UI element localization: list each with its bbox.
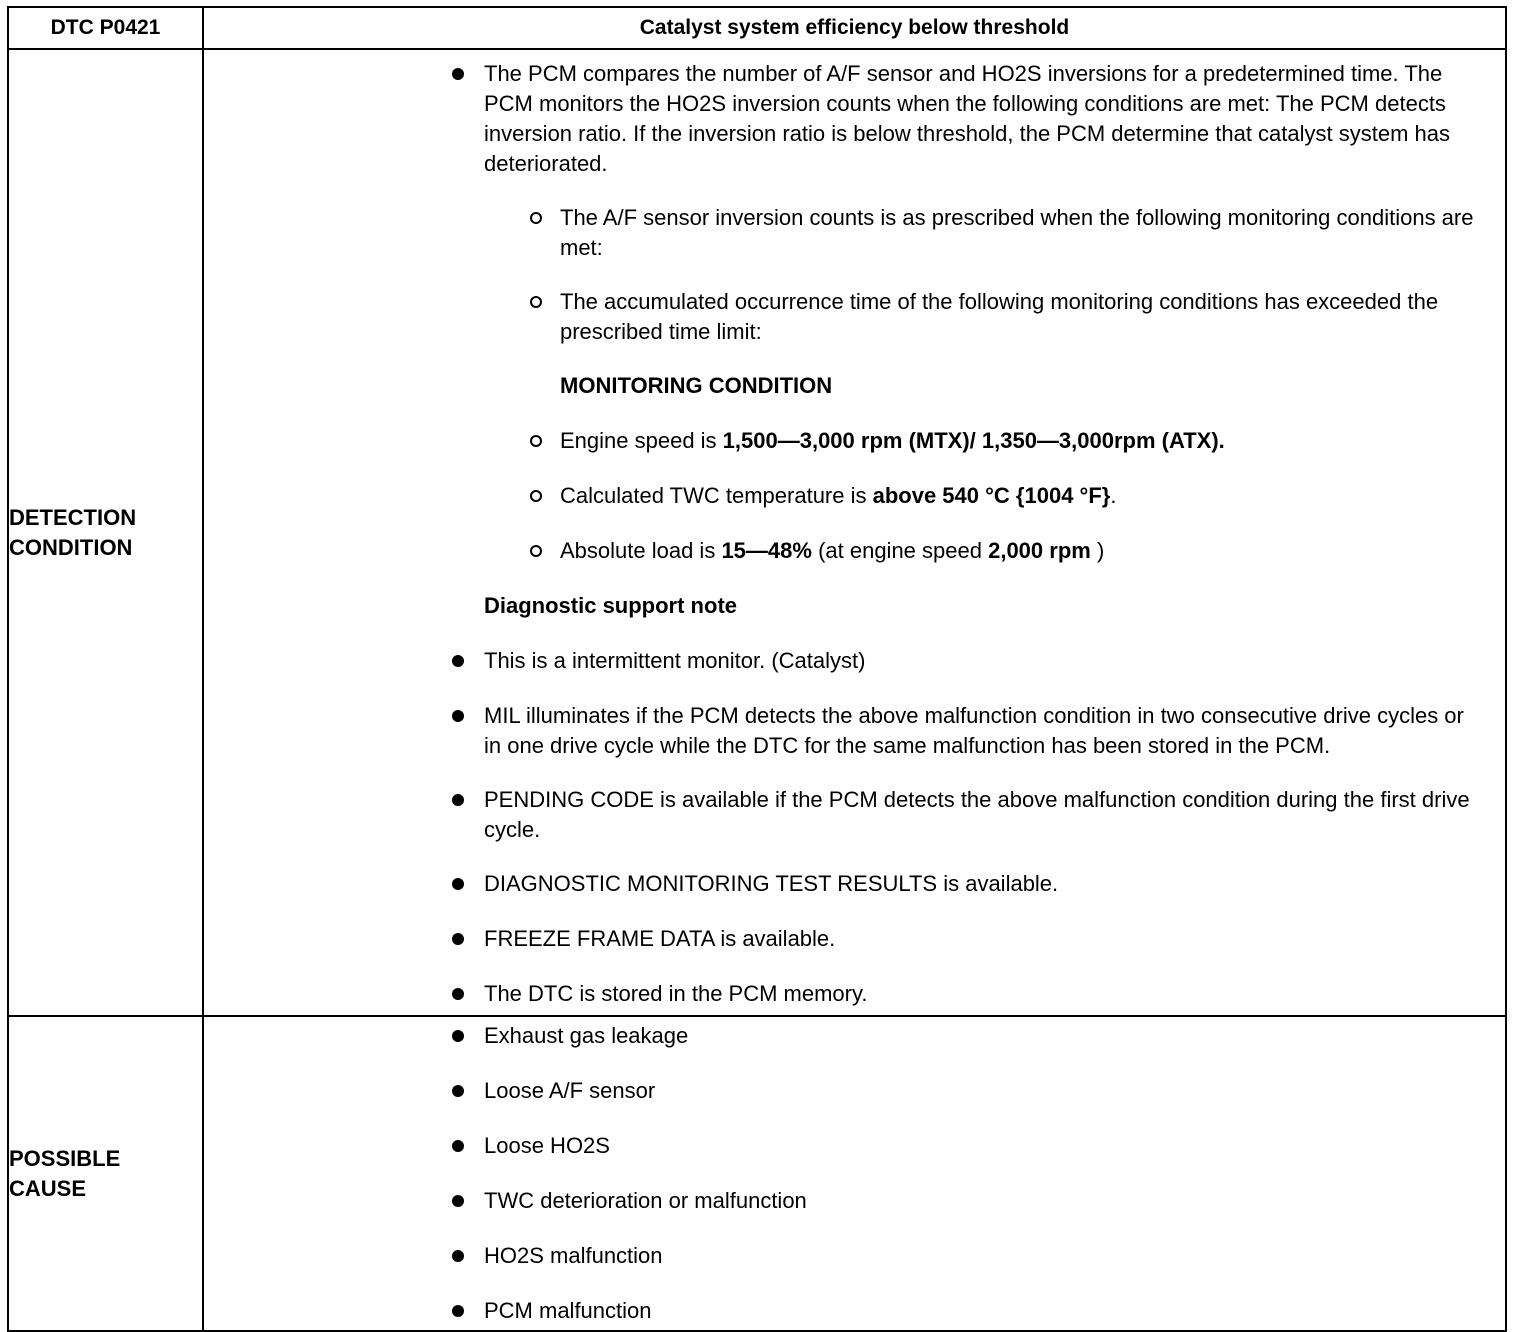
ring-bullet-icon: [530, 435, 542, 447]
cond1-value: 1,500—3,000 rpm (MTX)/ 1,350—3,000rpm (ATX).: [722, 428, 1225, 453]
cond2-value: above 540 °C {1004 °F}: [872, 483, 1111, 508]
ring-bullet-icon: [530, 212, 542, 224]
cause-item: [204, 1021, 1505, 1051]
note-item: [204, 924, 1505, 954]
note-item: [204, 979, 1505, 1009]
note-text: This is a intermittent monitor. (Catalyst): [484, 648, 866, 673]
cause-item: [204, 1076, 1505, 1106]
cond3-suffix: ): [1090, 538, 1105, 563]
note-text: PENDING CODE is available if the PCM detects the above malfunction condition during the first drive cycle.: [484, 787, 1470, 842]
cause-item: [204, 1131, 1505, 1161]
detection-content: [203, 49, 1506, 1016]
intro-item: [204, 59, 1505, 179]
bullet-icon: [452, 1195, 464, 1207]
bullet-icon: [452, 1305, 464, 1317]
ring-bullet-icon: [530, 490, 542, 502]
cond3-prefix: Absolute load is: [560, 538, 722, 563]
cond3-mid: (at engine speed: [811, 538, 989, 563]
possible-label-line2: CAUSE: [9, 1175, 87, 1201]
possible-label-line1: POSSIBLE: [9, 1145, 121, 1171]
cond1-prefix: Engine speed is: [560, 428, 723, 453]
cause-text: PCM malfunction: [484, 1298, 652, 1323]
cause-item: [204, 1241, 1505, 1271]
dtc-table: [7, 6, 1507, 1332]
bullet-icon: [452, 988, 464, 1000]
sub-item-2-text: The accumulated occurrence time of the following monitoring conditions has exceeded the prescribed time limit:: [560, 289, 1439, 344]
bullet-icon: [452, 1030, 464, 1042]
cond2-suffix: .: [1110, 483, 1117, 508]
header-row: [8, 7, 1506, 49]
possible-cause-content: [203, 1016, 1506, 1331]
bullet-icon: [452, 878, 464, 890]
support-heading: Diagnostic support note: [484, 593, 737, 618]
ring-bullet-icon: [530, 545, 542, 557]
cause-text: Loose A/F sensor: [484, 1078, 656, 1103]
cause-text: Loose HO2S: [484, 1133, 610, 1158]
note-text: DIAGNOSTIC MONITORING TEST RESULTS is available.: [484, 871, 1059, 896]
note-text: FREEZE FRAME DATA is available.: [484, 926, 836, 951]
condition-engine-speed: [204, 426, 1505, 456]
bullet-icon: [452, 655, 464, 667]
condition-twc-temp: [204, 481, 1505, 511]
dtc-title: Catalyst system efficiency below threshold: [203, 7, 1506, 49]
bullet-icon: [452, 68, 464, 80]
bullet-icon: [452, 794, 464, 806]
detection-row: [8, 49, 1506, 1016]
detection-label: [8, 49, 203, 1016]
bullet-icon: [452, 710, 464, 722]
bullet-icon: [452, 933, 464, 945]
dtc-code: DTC P0421: [8, 7, 203, 49]
cond3-speed: 2,000 rpm: [988, 538, 1091, 563]
intro-text: The PCM compares the number of A/F sensor and HO2S inversions for a predetermined time. The PCM monitors the HO2S inversion counts when the following conditions are met: The PCM detects inversion ratio. If the inversion ratio is below threshold, the PCM determine that catalyst system has deteriorated.: [484, 61, 1450, 176]
note-item: [204, 869, 1505, 899]
cause-text: TWC deterioration or malfunction: [484, 1188, 807, 1213]
sub-item-1: [204, 203, 1505, 263]
condition-absolute-load: [204, 536, 1505, 566]
bullet-icon: [452, 1250, 464, 1262]
sub-item-1-text: The A/F sensor inversion counts is as prescribed when the following monitoring conditions are met:: [560, 205, 1474, 260]
cond3-load: 15—48%: [721, 538, 812, 563]
detection-label-line2: CONDITION: [9, 534, 133, 560]
cause-text: HO2S malfunction: [484, 1243, 663, 1268]
ring-bullet-icon: [530, 296, 542, 308]
note-text: MIL illuminates if the PCM detects the above malfunction condition in two consecutive drive cycles or in one drive cycle while the DTC for the same malfunction has been stored in the PCM.: [484, 703, 1464, 758]
cause-item: [204, 1296, 1505, 1326]
note-text: The DTC is stored in the PCM memory.: [484, 981, 868, 1006]
bullet-icon: [452, 1085, 464, 1097]
cause-item: [204, 1186, 1505, 1216]
sub-item-2: [204, 287, 1505, 347]
note-item: [204, 785, 1505, 845]
detection-label-line1: DETECTION: [9, 504, 137, 530]
possible-cause-label: [8, 1016, 203, 1331]
cause-text: Exhaust gas leakage: [484, 1023, 689, 1048]
monitoring-heading: MONITORING CONDITION: [560, 373, 833, 398]
note-item: [204, 646, 1505, 676]
possible-cause-row: [8, 1016, 1506, 1331]
bullet-icon: [452, 1140, 464, 1152]
note-item: [204, 701, 1505, 761]
cond2-prefix: Calculated TWC temperature is: [560, 483, 873, 508]
